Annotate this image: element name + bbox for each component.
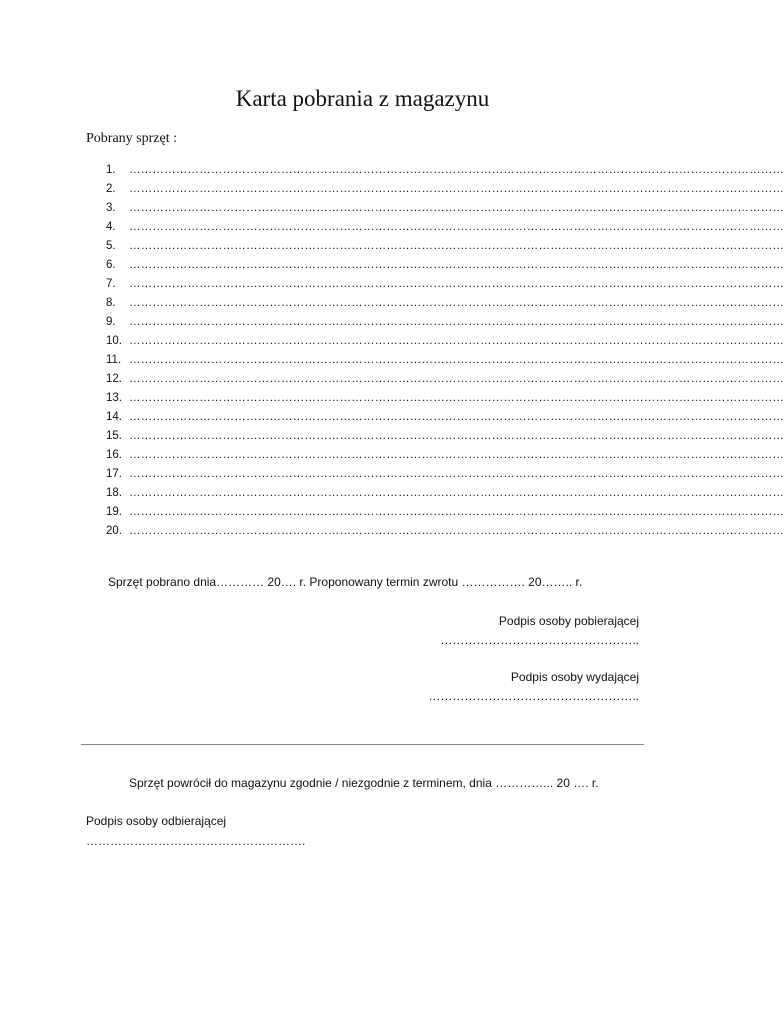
list-item-number: 4.: [106, 221, 116, 233]
list-item-number: 6.: [106, 259, 116, 271]
list-item-number: 12.: [106, 373, 122, 385]
signature-collector-field: …………………………………………..: [440, 633, 639, 647]
list-item: [106, 256, 784, 275]
list-item-number: 3.: [106, 202, 116, 214]
signature-issuer-field: ……………………………………………..: [428, 689, 639, 703]
list-item-number: 5.: [106, 240, 116, 252]
list-item-number: 10.: [106, 335, 122, 347]
list-item-blank-line: ……………………………………………………………………………………………………………………………………………………: [129, 259, 784, 271]
list-item: [106, 427, 784, 446]
list-item-blank-line: ……………………………………………………………………………………………………………………………………………………: [129, 354, 784, 366]
list-item-number: 2.: [106, 183, 116, 195]
list-item-number: 9.: [106, 316, 116, 328]
list-item: [106, 389, 784, 408]
list-item: [106, 161, 784, 180]
list-item-number: 8.: [106, 297, 116, 309]
collected-date-line: Sprzęt pobrano dnia………… 20…. r. Proponowany termin zwrotu ……………. 20…….. r.: [108, 575, 583, 589]
list-item-blank-line: ……………………………………………………………………………………………………………………………………………………: [129, 392, 784, 404]
list-item-number: 16.: [106, 449, 122, 461]
list-item-number: 18.: [106, 487, 122, 499]
list-item: [106, 237, 784, 256]
list-item: [106, 180, 784, 199]
list-item-number: 20.: [106, 525, 122, 537]
list-item-blank-line: ……………………………………………………………………………………………………………………………………………………: [129, 449, 784, 461]
list-item-number: 7.: [106, 278, 116, 290]
list-item-blank-line: ……………………………………………………………………………………………………………………………………………………: [129, 316, 784, 328]
list-item-blank-line: ……………………………………………………………………………………………………………………………………………………: [129, 164, 784, 176]
list-item-blank-line: ……………………………………………………………………………………………………………………………………………………: [129, 506, 784, 518]
list-item-blank-line: ……………………………………………………………………………………………………………………………………………………: [129, 278, 784, 290]
list-item-number: 14.: [106, 411, 122, 423]
list-item-blank-line: ……………………………………………………………………………………………………………………………………………………: [129, 411, 784, 423]
list-item: [106, 218, 784, 237]
list-item: [106, 351, 784, 370]
list-item: [106, 503, 784, 522]
list-item-blank-line: ……………………………………………………………………………………………………………………………………………………: [129, 335, 784, 347]
list-item-blank-line: ……………………………………………………………………………………………………………………………………………………: [129, 430, 784, 442]
list-item: [106, 370, 784, 389]
list-item: [106, 275, 784, 294]
list-item: [106, 332, 784, 351]
list-item: [106, 294, 784, 313]
signature-issuer-label: Podpis osoby wydającej: [510, 670, 639, 684]
list-item-blank-line: ……………………………………………………………………………………………………………………………………………………: [129, 221, 784, 233]
signature-receiver-label: Podpis osoby odbierającej: [86, 814, 227, 828]
equipment-list: [106, 161, 784, 541]
list-item-number: 17.: [106, 468, 122, 480]
list-item-blank-line: ……………………………………………………………………………………………………………………………………………………: [129, 297, 784, 309]
list-item: [106, 484, 784, 503]
list-item-number: 11.: [106, 354, 122, 366]
list-item-number: 1.: [106, 164, 116, 176]
list-item-blank-line: ……………………………………………………………………………………………………………………………………………………: [129, 487, 784, 499]
list-item-blank-line: ……………………………………………………………………………………………………………………………………………………: [129, 240, 784, 252]
equipment-subtitle: Pobrany sprzęt :: [86, 131, 177, 146]
list-item-blank-line: ……………………………………………………………………………………………………………………………………………………: [129, 468, 784, 480]
list-item-blank-line: ……………………………………………………………………………………………………………………………………………………: [129, 183, 784, 195]
return-date-line: Sprzęt powrócił do magazynu zgodnie / niezgodnie z terminem, dnia …………... 20 …. r.: [129, 776, 599, 790]
list-item: [106, 199, 784, 218]
list-item: [106, 446, 784, 465]
section-divider: [81, 744, 644, 745]
list-item-number: 15.: [106, 430, 122, 442]
list-item: [106, 313, 784, 332]
list-item-number: 13.: [106, 392, 122, 404]
list-item: [106, 408, 784, 427]
list-item: [106, 522, 784, 541]
list-item-blank-line: ……………………………………………………………………………………………………………………………………………………: [129, 373, 784, 385]
list-item: [106, 465, 784, 484]
list-item-number: 19.: [106, 506, 122, 518]
page-title: Karta pobrania z magazynu: [235, 86, 490, 111]
signature-receiver-field: ……………………………………………….: [86, 834, 306, 848]
list-item-blank-line: ……………………………………………………………………………………………………………………………………………………: [129, 525, 784, 537]
list-item-blank-line: ……………………………………………………………………………………………………………………………………………………: [129, 202, 784, 214]
signature-collector-label: Podpis osoby pobierającej: [498, 614, 639, 628]
